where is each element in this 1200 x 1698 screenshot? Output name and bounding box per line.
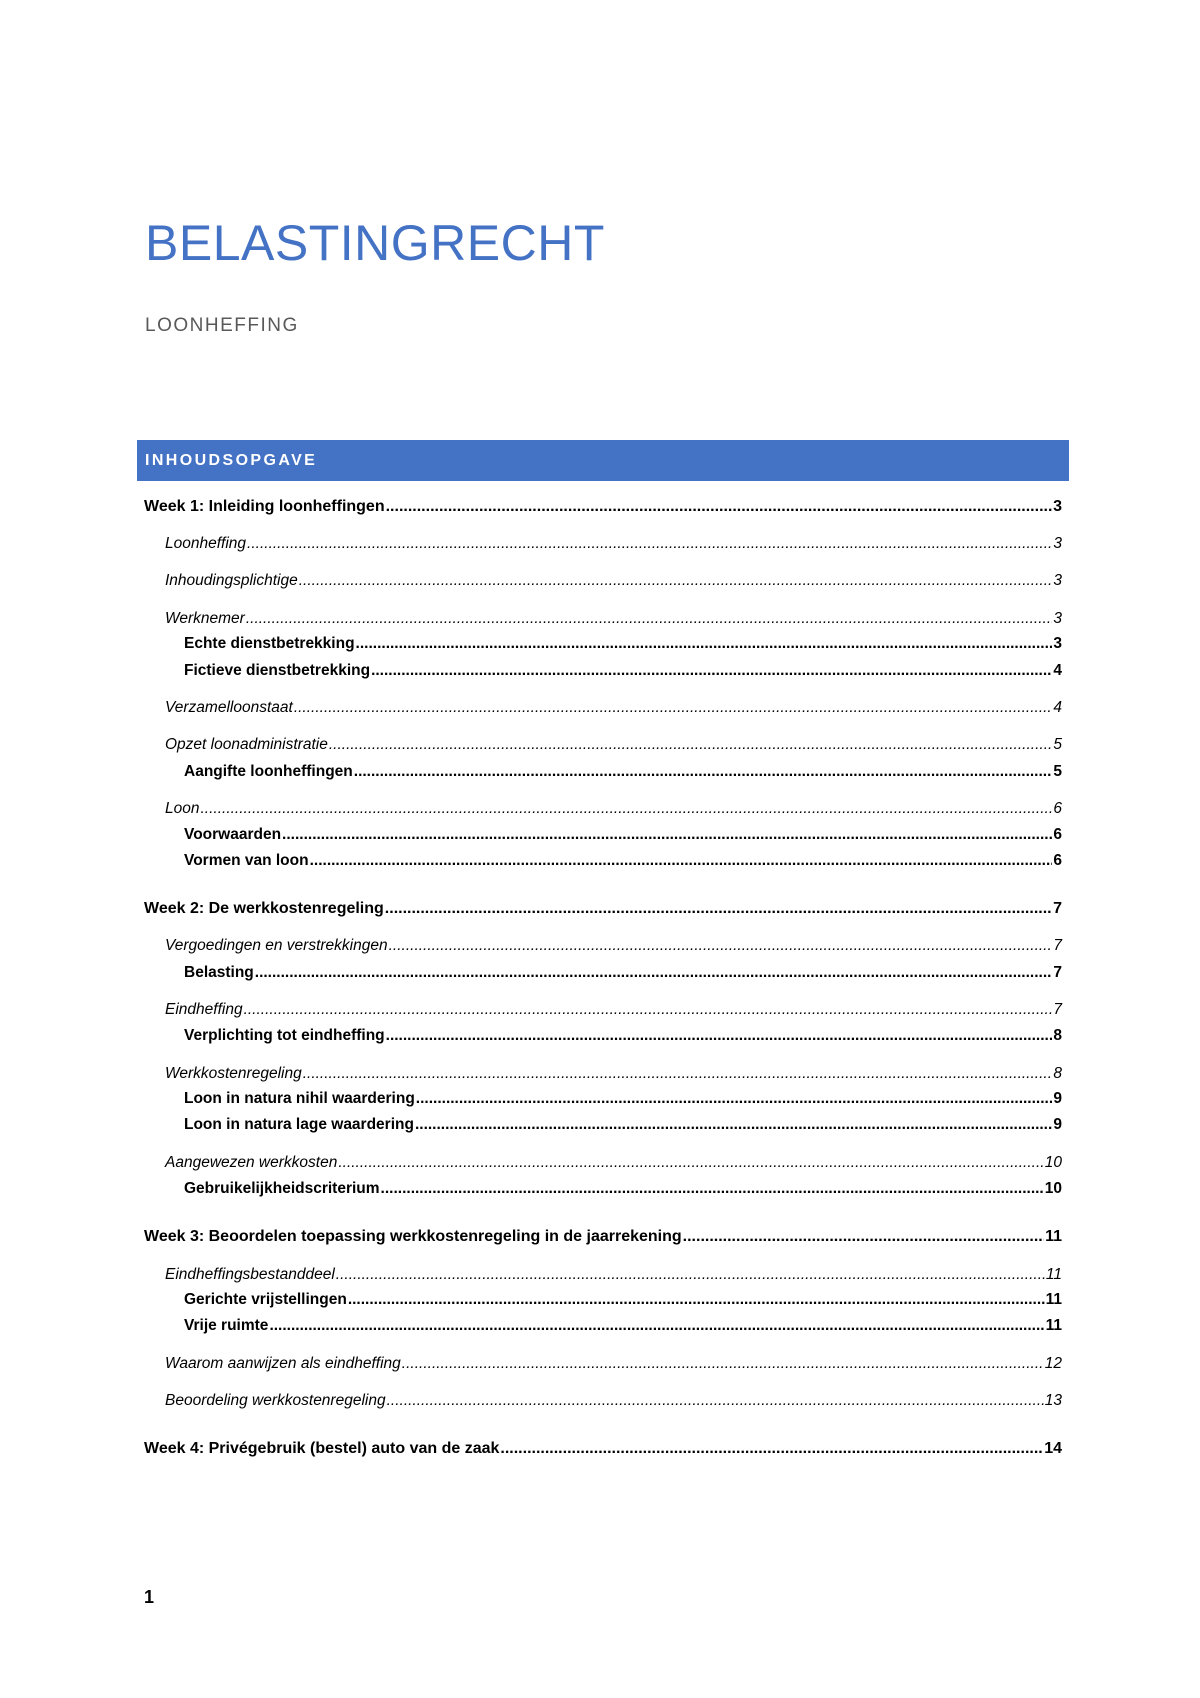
toc-dot-leader bbox=[255, 960, 1053, 986]
toc-entry[interactable] bbox=[165, 796, 1062, 822]
toc-entry[interactable] bbox=[144, 1436, 1062, 1462]
toc-entry-title: Inhoudingsplichtige bbox=[165, 572, 298, 589]
toc-entry-page: 6 bbox=[1053, 800, 1062, 817]
toc-entry[interactable] bbox=[165, 568, 1062, 594]
toc-entry[interactable] bbox=[184, 658, 1062, 684]
toc-entry[interactable] bbox=[184, 1086, 1062, 1112]
toc-entry-page: 5 bbox=[1053, 763, 1062, 780]
toc-entry[interactable] bbox=[165, 1351, 1062, 1377]
toc-dot-leader bbox=[389, 933, 1053, 959]
toc-entry-page: 3 bbox=[1053, 535, 1062, 552]
toc-entry-page: 3 bbox=[1053, 572, 1062, 589]
toc-entry-title: Verzamelloonstaat bbox=[165, 699, 293, 716]
toc-entry-title: Vrije ruimte bbox=[184, 1317, 269, 1334]
toc-entry-page: 10 bbox=[1044, 1180, 1062, 1197]
toc-dot-leader bbox=[387, 1388, 1044, 1414]
toc-dot-leader bbox=[500, 1436, 1043, 1462]
toc-entry-title: Voorwaarden bbox=[184, 826, 282, 843]
toc-dot-leader bbox=[386, 494, 1052, 520]
toc-entry[interactable] bbox=[184, 1287, 1062, 1313]
toc-entry-title: Beoordeling werkkostenregeling bbox=[165, 1392, 386, 1409]
toc-entry-page: 7 bbox=[1053, 964, 1062, 981]
toc-entry-title: Waarom aanwijzen als eindheffing bbox=[165, 1355, 401, 1372]
toc-dot-leader bbox=[371, 658, 1052, 684]
toc-entry[interactable] bbox=[165, 997, 1062, 1023]
toc-entry-page: 11 bbox=[1045, 1317, 1062, 1334]
toc-entry-title: Echte dienstbetrekking bbox=[184, 635, 355, 652]
toc-entry-title: Eindheffingsbestanddeel bbox=[165, 1266, 335, 1283]
toc-entry-page: 3 bbox=[1053, 635, 1062, 652]
toc-entry-title: Loon bbox=[165, 800, 200, 817]
toc-entry[interactable] bbox=[144, 896, 1062, 922]
toc-entry[interactable] bbox=[165, 732, 1062, 758]
toc-entry[interactable] bbox=[184, 1023, 1062, 1049]
toc-dot-leader bbox=[386, 1023, 1053, 1049]
toc-dot-leader bbox=[356, 631, 1053, 657]
toc-entry-page: 8 bbox=[1053, 1027, 1062, 1044]
toc-entry[interactable] bbox=[144, 1224, 1062, 1250]
toc-entry[interactable] bbox=[184, 631, 1062, 657]
toc-entry-page: 10 bbox=[1044, 1154, 1062, 1171]
toc-dot-leader bbox=[329, 732, 1053, 758]
toc-dot-leader bbox=[416, 1086, 1053, 1112]
toc-entry-title: Werkkostenregeling bbox=[165, 1065, 302, 1082]
toc-dot-leader bbox=[244, 997, 1053, 1023]
toc-entry-page: 6 bbox=[1053, 852, 1062, 869]
toc-entry-title: Eindheffing bbox=[165, 1001, 243, 1018]
toc-entry[interactable] bbox=[184, 960, 1062, 986]
toc-entry-title: Week 2: De werkkostenregeling bbox=[144, 900, 384, 917]
toc-entry[interactable] bbox=[165, 695, 1062, 721]
toc-dot-leader bbox=[336, 1262, 1045, 1288]
toc-entry-page: 3 bbox=[1053, 610, 1062, 627]
toc-entry-page: 6 bbox=[1053, 826, 1062, 843]
toc-dot-leader bbox=[299, 568, 1053, 594]
toc-dot-leader bbox=[246, 606, 1053, 632]
toc-entry-page: 9 bbox=[1053, 1090, 1062, 1107]
toc-dot-leader bbox=[385, 896, 1052, 922]
toc-entry-page: 5 bbox=[1053, 736, 1062, 753]
toc-entry[interactable] bbox=[184, 1112, 1062, 1138]
toc-entry-page: 7 bbox=[1053, 900, 1062, 917]
toc-dot-leader bbox=[338, 1150, 1043, 1176]
toc-entry-title: Fictieve dienstbetrekking bbox=[184, 662, 371, 679]
toc-entry-title: Aangewezen werkkosten bbox=[165, 1154, 338, 1171]
toc-entry-page: 14 bbox=[1044, 1440, 1062, 1457]
toc-entry[interactable] bbox=[144, 494, 1062, 520]
toc-entry[interactable] bbox=[165, 1388, 1062, 1414]
toc-entry-page: 4 bbox=[1053, 662, 1062, 679]
toc-entry[interactable] bbox=[165, 606, 1062, 632]
toc-entry-title: Loonheffing bbox=[165, 535, 247, 552]
toc-heading: INHOUDSOPGAVE bbox=[145, 451, 318, 469]
toc-dot-leader bbox=[415, 1112, 1052, 1138]
document-title: BELASTINGRECHT bbox=[145, 215, 605, 271]
toc-dot-leader bbox=[381, 1176, 1044, 1202]
toc-entry-page: 8 bbox=[1053, 1065, 1062, 1082]
toc-entry-page: 12 bbox=[1044, 1355, 1062, 1372]
toc-entry-title: Gebruikelijkheidscriterium bbox=[184, 1180, 380, 1197]
toc-entry[interactable] bbox=[165, 1150, 1062, 1176]
toc-entry[interactable] bbox=[184, 759, 1062, 785]
toc-entry[interactable] bbox=[165, 1061, 1062, 1087]
toc-dot-leader bbox=[348, 1287, 1045, 1313]
toc-entry-title: Vormen van loon bbox=[184, 852, 309, 869]
toc-entry-page: 7 bbox=[1053, 937, 1062, 954]
toc-entry-title: Loon in natura lage waardering bbox=[184, 1116, 414, 1133]
toc-dot-leader bbox=[303, 1061, 1053, 1087]
toc-entry-title: Opzet loonadministratie bbox=[165, 736, 328, 753]
toc-entry[interactable] bbox=[184, 1313, 1062, 1339]
toc-dot-leader bbox=[402, 1351, 1044, 1377]
toc-entry-title: Week 1: Inleiding loonheffingen bbox=[144, 498, 385, 515]
toc-entry-page: 7 bbox=[1053, 1001, 1062, 1018]
toc-entry-title: Week 3: Beoordelen toepassing werkkostenregeling in de jaarrekening bbox=[144, 1228, 682, 1245]
toc-dot-leader bbox=[294, 695, 1053, 721]
toc-entry-page: 13 bbox=[1044, 1392, 1062, 1409]
toc-entry[interactable] bbox=[165, 933, 1062, 959]
toc-entry[interactable] bbox=[184, 822, 1062, 848]
toc-entry[interactable] bbox=[165, 531, 1062, 557]
toc-entry-page: 9 bbox=[1053, 1116, 1062, 1133]
toc-dot-leader bbox=[200, 796, 1052, 822]
toc-entry-page: 4 bbox=[1053, 699, 1062, 716]
toc-entry-title: Vergoedingen en verstrekkingen bbox=[165, 937, 388, 954]
toc-dot-leader bbox=[282, 822, 1052, 848]
toc-entry-page: 3 bbox=[1053, 498, 1062, 515]
toc-dot-leader bbox=[247, 531, 1052, 557]
toc-entry-title: Week 4: Privégebruik (bestel) auto van de zaak bbox=[144, 1440, 500, 1457]
document-subtitle: LOONHEFFING bbox=[145, 315, 299, 336]
toc-dot-leader bbox=[354, 759, 1053, 785]
toc-entry-title: Belasting bbox=[184, 964, 254, 981]
toc-entry-title: Verplichting tot eindheffing bbox=[184, 1027, 385, 1044]
toc-entry[interactable] bbox=[165, 1262, 1062, 1288]
page-number: 1 bbox=[144, 1587, 155, 1607]
toc-entry-title: Gerichte vrijstellingen bbox=[184, 1291, 347, 1308]
toc-entry-page: 11 bbox=[1045, 1228, 1062, 1245]
toc-entry[interactable] bbox=[184, 848, 1062, 874]
toc-dot-leader bbox=[683, 1224, 1044, 1250]
toc-dot-leader bbox=[310, 848, 1053, 874]
toc-entry-title: Loon in natura nihil waardering bbox=[184, 1090, 415, 1107]
toc-entry[interactable] bbox=[184, 1176, 1062, 1202]
toc-entry-title: Aangifte loonheffingen bbox=[184, 763, 353, 780]
toc-entry-page: 11 bbox=[1045, 1291, 1062, 1308]
toc-entry-title: Werknemer bbox=[165, 610, 245, 627]
toc-entry-page: 11 bbox=[1045, 1266, 1062, 1283]
toc-dot-leader bbox=[269, 1313, 1044, 1339]
